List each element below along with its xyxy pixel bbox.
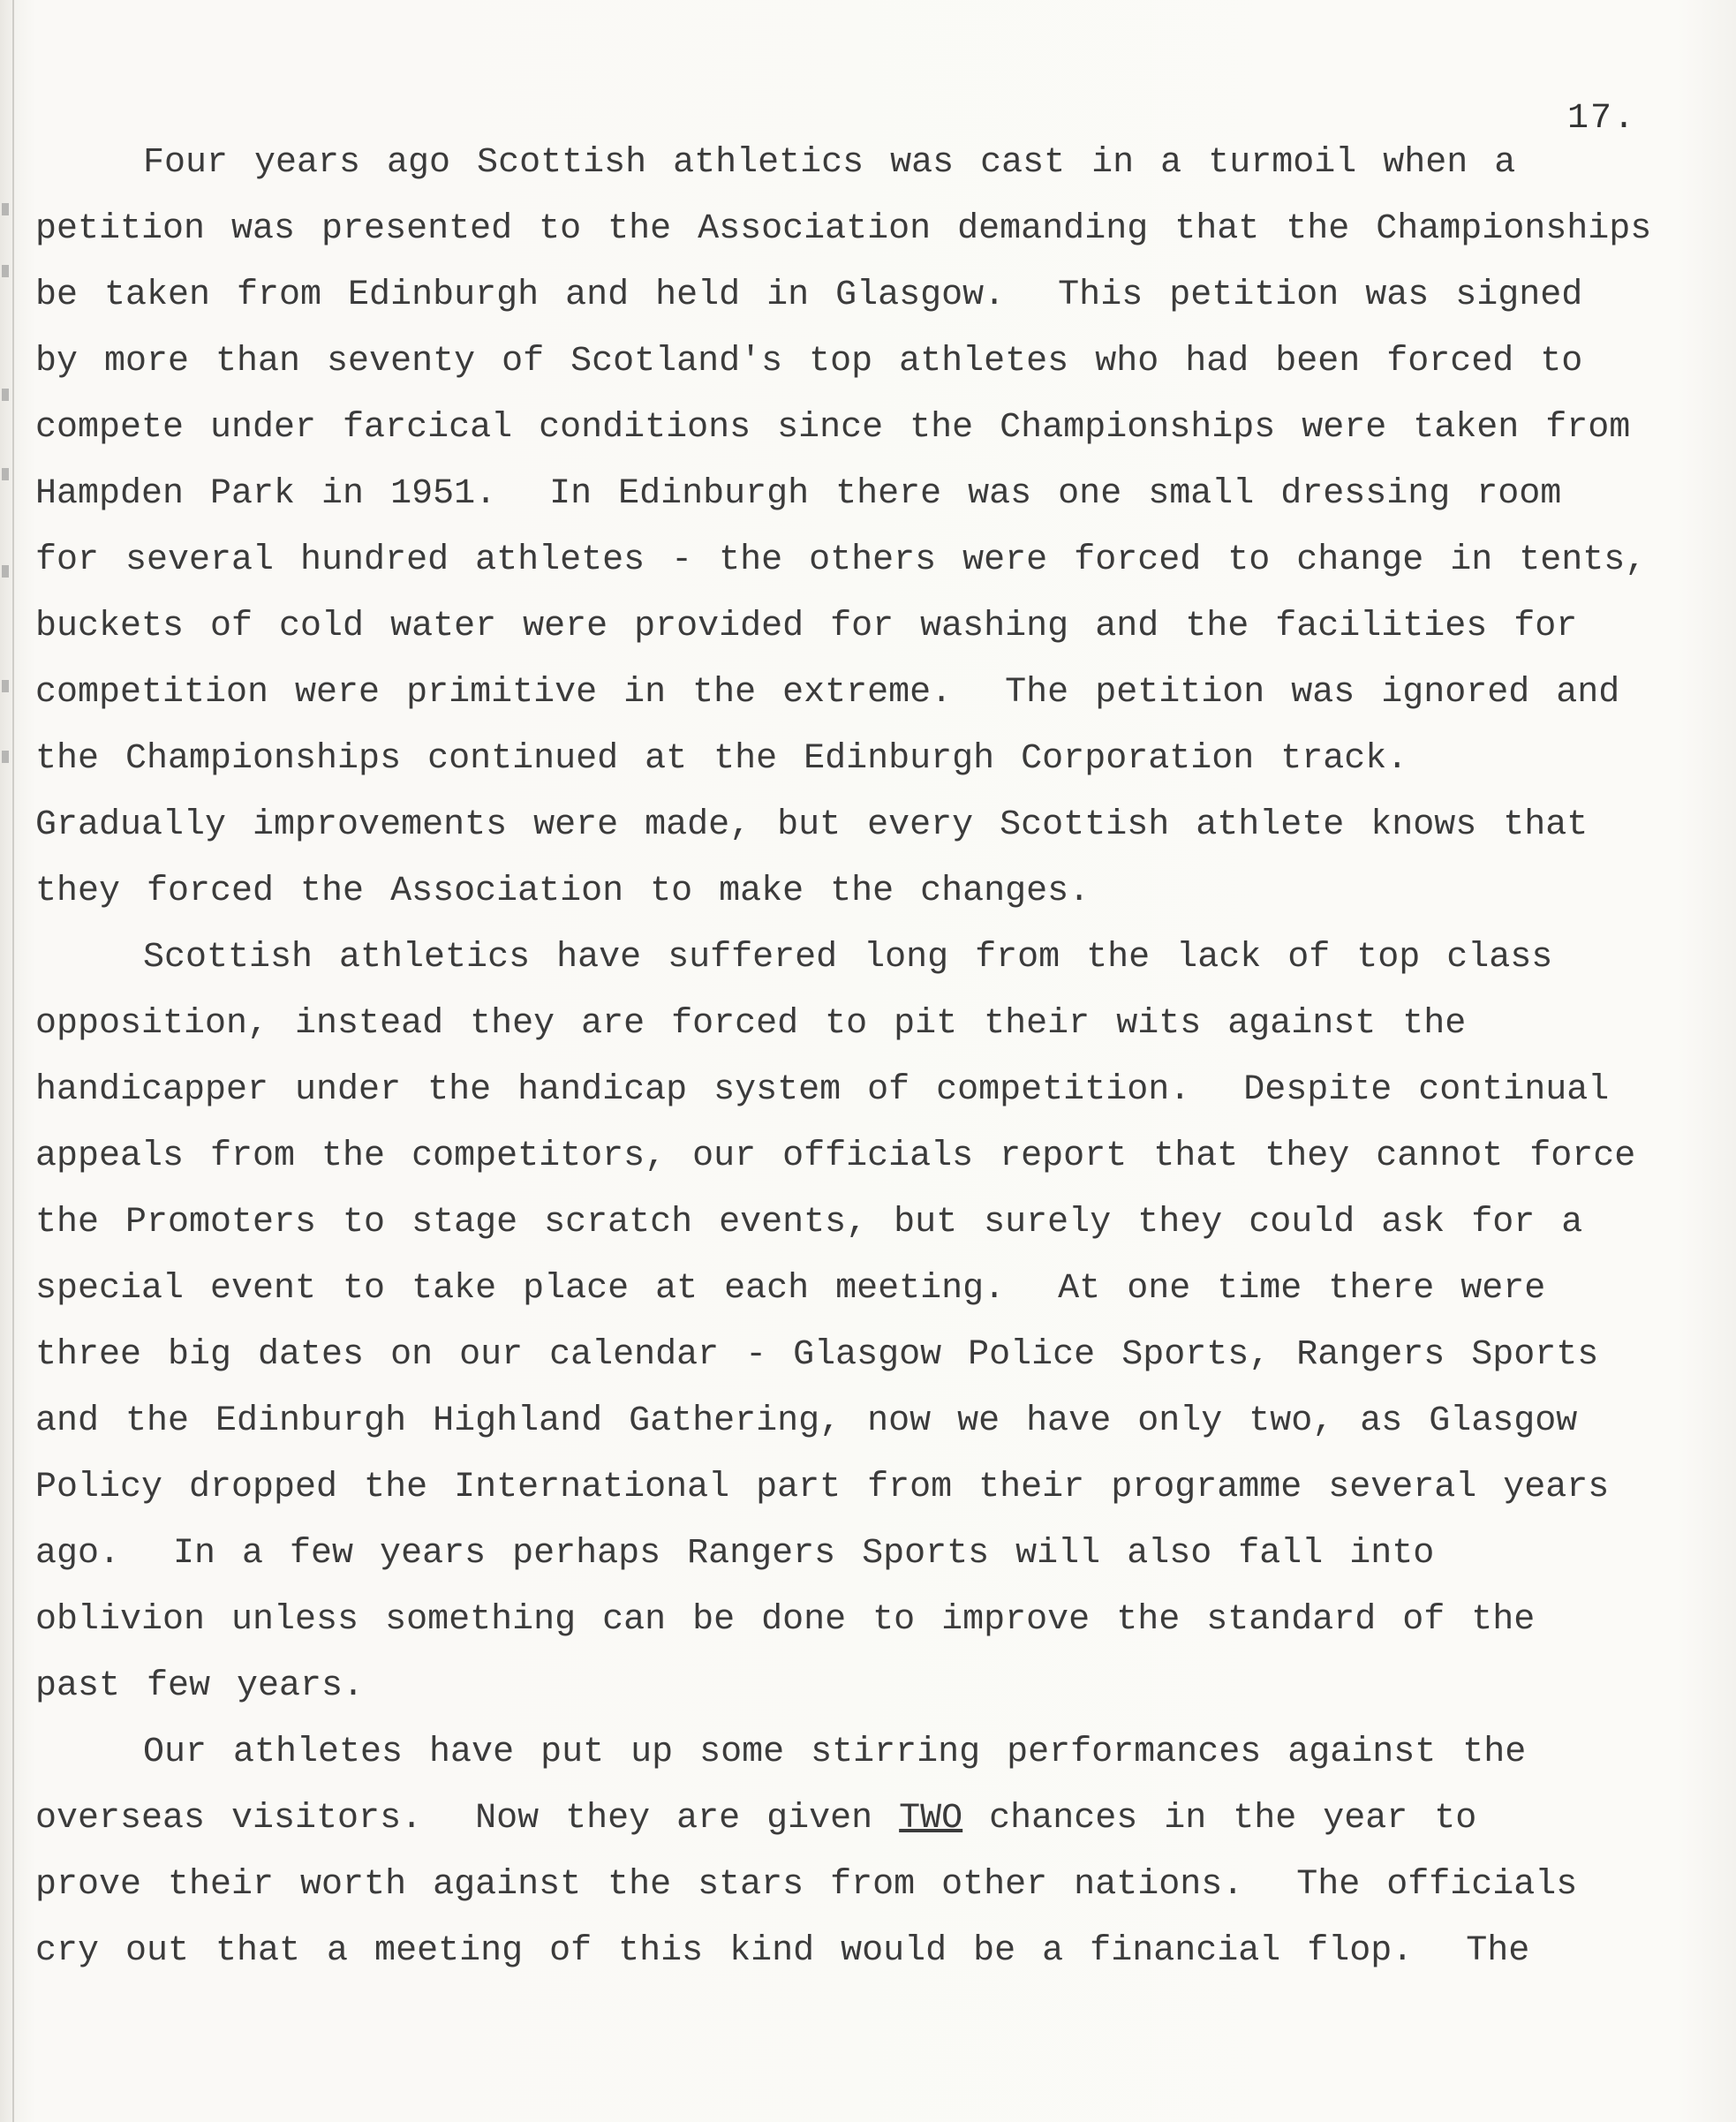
text-line: for several hundred athletes - the others were forced to change in tents, [35, 540, 1647, 580]
text-line [35, 1797, 1476, 1841]
text-line: be taken from Edinburgh and held in Glasgow. This petition was signed [35, 276, 1583, 315]
text-line: three big dates on our calendar - Glasgow Police Sports, Rangers Sports [35, 1335, 1599, 1375]
text-line: Four years ago Scottish athletics was cast in a turmoil when a [143, 143, 1516, 183]
text-line: by more than seventy of Scotland's top athletes who had been forced to [35, 342, 1583, 381]
text-line: opposition, instead they are forced to pit their wits against the [35, 1004, 1467, 1044]
text-line: they forced the Association to make the changes. [35, 872, 1091, 911]
text-line: the Championships continued at the Edinburgh Corporation track. [35, 739, 1408, 779]
text-line: Gradually improvements were made, but every Scottish athlete knows that [35, 805, 1589, 845]
text-line: appeals from the competitors, our officials report that they cannot force [35, 1137, 1636, 1176]
text-line: Our athletes have put up some stirring performances against the [143, 1733, 1527, 1772]
punch-mark [2, 265, 9, 277]
punch-mark [2, 565, 9, 578]
text-line: and the Edinburgh Highland Gathering, now we have only two, as Glasgow [35, 1401, 1578, 1441]
text-line: competition were primitive in the extreme. The petition was ignored and [35, 673, 1620, 713]
text-line: Hampden Park in 1951. In Edinburgh there was one small dressing room [35, 474, 1562, 514]
punch-mark [2, 203, 9, 215]
text-line: oblivion unless something can be done to improve the standard of the [35, 1600, 1536, 1640]
text-line: petition was presented to the Association demanding that the Championships [35, 209, 1652, 249]
text-line: ago. In a few years perhaps Rangers Sports will also fall into [35, 1534, 1435, 1574]
text-line: past few years. [35, 1666, 365, 1706]
text-line: compete under farcical conditions since the Championships were taken from [35, 408, 1631, 448]
punch-mark [2, 680, 9, 692]
text-line: handicapper under the handicap system of competition. Despite continual [35, 1070, 1610, 1110]
text-line: Policy dropped the International part from their programme several years [35, 1468, 1610, 1507]
text-line: cry out that a meeting of this kind would be a financial flop. The [35, 1931, 1530, 1971]
punch-mark [2, 751, 9, 763]
text-line: the Promoters to stage scratch events, but surely they could ask for a [35, 1203, 1583, 1242]
text-line: special event to take place at each meeting. At one time there were [35, 1269, 1546, 1309]
text-segment: overseas visitors. Now they are given [35, 1799, 900, 1839]
punch-mark [2, 389, 9, 401]
underlined-word: TWO [899, 1799, 963, 1839]
punch-mark [2, 468, 9, 480]
page-number: 17. [1567, 99, 1637, 139]
binding-edge [12, 0, 14, 2122]
text-segment: chances in the year to [962, 1799, 1477, 1839]
text-line: prove their worth against the stars from other nations. The officials [35, 1865, 1578, 1905]
text-line: Scottish athletics have suffered long from the lack of top class [143, 938, 1553, 978]
text-line: buckets of cold water were provided for washing and the facilities for [35, 607, 1578, 646]
